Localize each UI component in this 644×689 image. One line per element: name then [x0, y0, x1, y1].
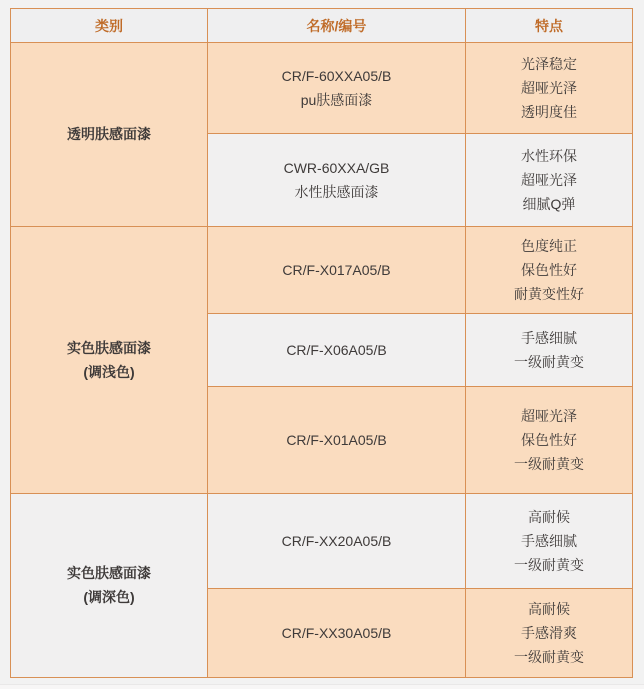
category-cell-solid-light: [11, 227, 208, 494]
feature-item: 手感细腻: [521, 329, 577, 346]
header-cell-name-code: 名称/编号: [208, 9, 466, 43]
product-code: CR/F-60XXA05/B: [281, 67, 392, 84]
category-cell-transparent: [11, 43, 208, 227]
features-cell: [466, 227, 633, 314]
feature-item: 高耐候: [528, 508, 570, 525]
table-row: [11, 43, 633, 134]
feature-item: 透明度佳: [521, 103, 577, 120]
category-label: 实色肤感面漆: [67, 565, 151, 581]
name-cell: [208, 134, 466, 227]
category-label: 透明肤感面漆: [67, 126, 151, 142]
table-row: [11, 227, 633, 314]
features-cell: [466, 494, 633, 589]
feature-item: 一级耐黄变: [514, 648, 584, 665]
name-cell: [208, 589, 466, 678]
product-name: 水性肤感面漆: [294, 183, 379, 200]
table-row: [11, 494, 633, 589]
category-sublabel: (调深色): [83, 589, 135, 605]
features-cell: [466, 314, 633, 387]
feature-item: 手感滑爽: [521, 624, 577, 641]
product-code: CR/F-X01A05/B: [286, 431, 387, 448]
header-cell-category: 类别: [11, 9, 208, 43]
feature-item: 保色性好: [521, 261, 577, 278]
feature-item: 色度纯正: [521, 237, 577, 254]
feature-item: 一级耐黄变: [514, 556, 584, 573]
name-cell: [208, 494, 466, 589]
product-spec-table: [10, 8, 633, 678]
name-cell: [208, 387, 466, 494]
features-cell: [466, 134, 633, 227]
product-code: CR/F-XX30A05/B: [281, 624, 392, 641]
name-cell: [208, 314, 466, 387]
header-cell-features: 特点: [466, 9, 633, 43]
feature-item: 水性环保: [521, 147, 577, 164]
feature-item: 超哑光泽: [521, 79, 577, 96]
feature-item: 耐黄变性好: [514, 285, 584, 302]
feature-item: 手感细腻: [521, 532, 577, 549]
feature-item: 一级耐黄变: [514, 455, 584, 472]
feature-item: 保色性好: [521, 431, 577, 448]
product-code: CR/F-X017A05/B: [282, 261, 391, 278]
product-code: CR/F-XX20A05/B: [281, 532, 392, 549]
features-cell: [466, 387, 633, 494]
category-sublabel: (调浅色): [83, 363, 135, 380]
name-cell: [208, 43, 466, 134]
feature-item: 一级耐黄变: [514, 353, 584, 370]
feature-item: 超哑光泽: [521, 407, 577, 424]
product-name: pu肤感面漆: [300, 91, 373, 108]
feature-item: 高耐候: [528, 600, 570, 617]
name-cell: [208, 227, 466, 314]
product-code: CWR-60XXA/GB: [283, 159, 390, 176]
category-label: 实色肤感面漆: [67, 339, 151, 356]
header-row: [11, 9, 633, 43]
feature-item: 细腻Q弹: [522, 195, 576, 212]
feature-item: 超哑光泽: [521, 171, 577, 188]
page-bottom-divider: [0, 684, 644, 689]
product-code: CR/F-X06A05/B: [286, 341, 387, 358]
features-cell: [466, 589, 633, 678]
features-cell: [466, 43, 633, 134]
category-cell-solid-dark: [11, 494, 208, 678]
feature-item: 光泽稳定: [521, 55, 577, 72]
